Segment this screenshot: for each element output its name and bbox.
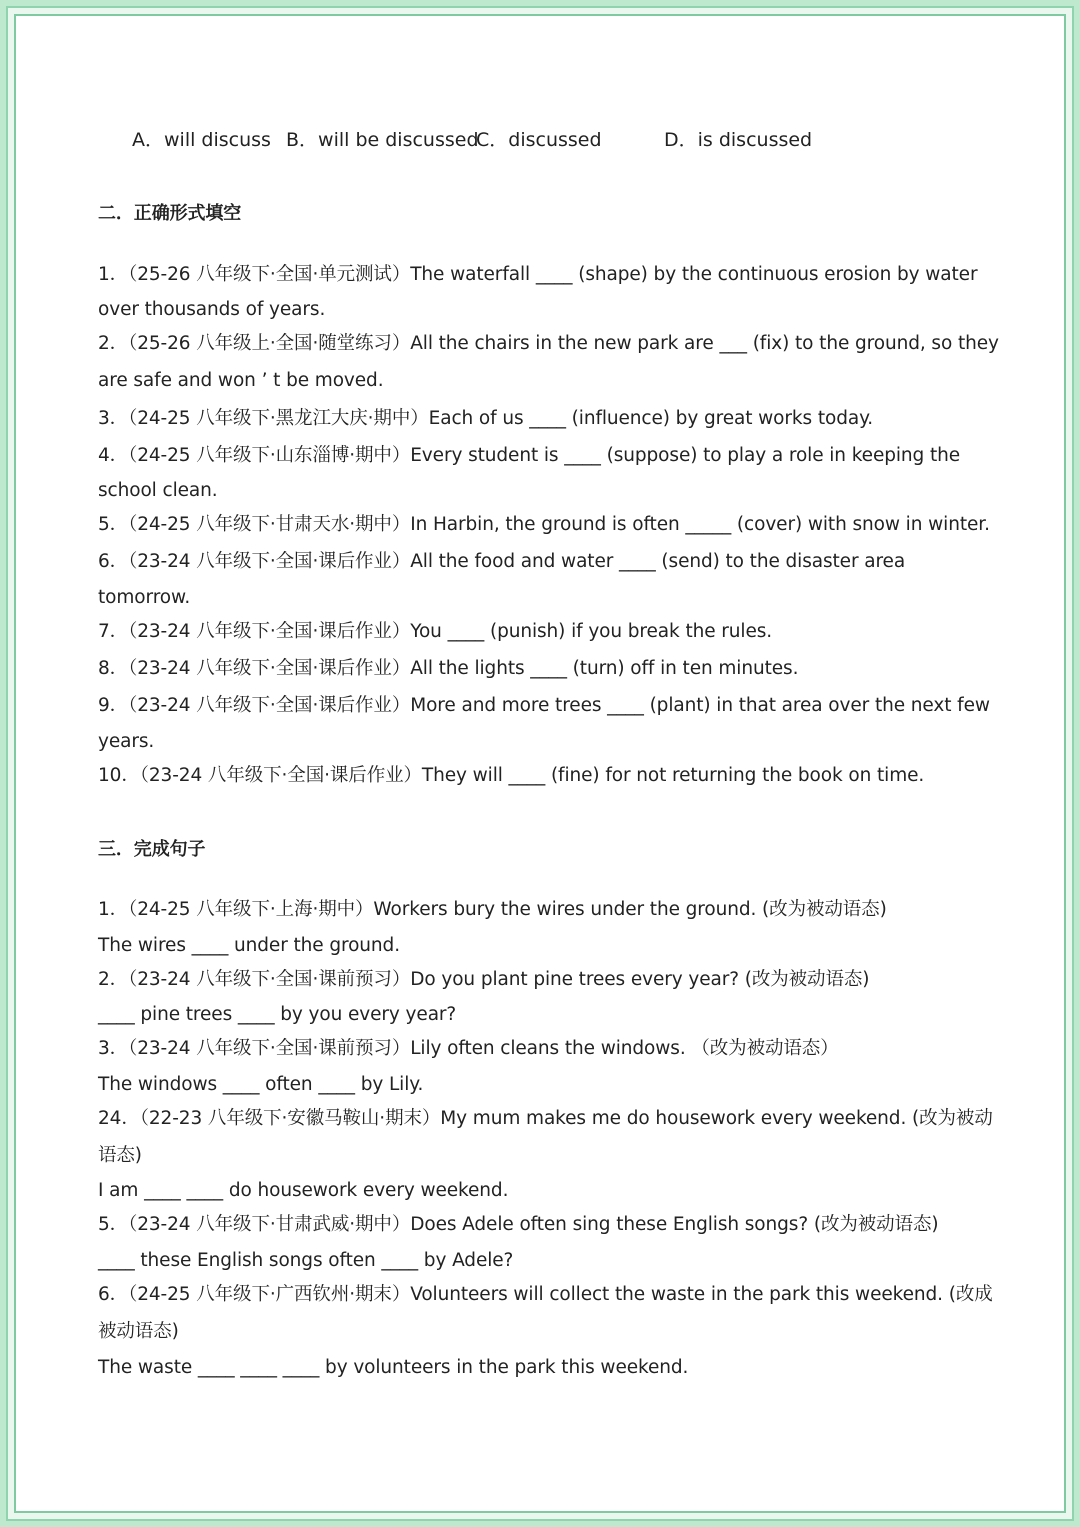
section-heading-complete-sentences: 三．完成句子 xyxy=(98,839,206,860)
exercise-line: 2．（25-26 八年级上·全国·随堂练习）All the chairs in the new park are ___ (fix) to the ground, so they xyxy=(98,333,999,354)
exercise-line: 1．（24-25 八年级下·上海·期中）Workers bury the wires under the ground. (改为被动语态) xyxy=(98,899,887,920)
exercise-line: The wires ____ under the ground. xyxy=(98,935,400,956)
exercise-line: 4．（24-25 八年级下·山东淄博·期中）Every student is ____ (suppose) to play a role in keeping the xyxy=(98,445,961,466)
exercise-line: 1．（25-26 八年级下·全国·单元测试）The waterfall ____ (shape) by the continuous erosion by water xyxy=(98,264,978,285)
exercise-line: 语态) xyxy=(98,1145,142,1166)
option-c: C．discussed xyxy=(476,129,602,151)
exercise-line: tomorrow. xyxy=(98,587,191,608)
exercise-line: 3．（24-25 八年级下·黑龙江大庆·期中）Each of us ____ (influence) by great works today. xyxy=(98,408,874,429)
exercise-line: years. xyxy=(98,731,155,752)
exercise-line: The windows ____ often ____ by Lily. xyxy=(98,1074,424,1095)
exercise-line: school clean. xyxy=(98,480,218,501)
exercise-line: are safe and won ’ t be moved. xyxy=(98,370,384,391)
exercise-line: 24．（22-23 八年级下·安徽马鞍山·期末）My mum makes me do housework every weekend. (改为被动 xyxy=(98,1108,993,1129)
exercise-line: 10．（23-24 八年级下·全国·课后作业）They will ____ (fine) for not returning the book on time. xyxy=(98,765,925,786)
exercise-line: 5．（24-25 八年级下·甘肃天水·期中）In Harbin, the ground is often _____ (cover) with snow in winter. xyxy=(98,514,990,535)
exercise-line: over thousands of years. xyxy=(98,299,326,320)
option-d: D．is discussed xyxy=(664,129,813,151)
exercise-line: I am ____ ____ do housework every weekend. xyxy=(98,1180,509,1201)
exercise-line: ____ these English songs often ____ by Adele? xyxy=(98,1250,514,1271)
option-a: A．will discuss xyxy=(132,129,271,151)
exercise-line: ____ pine trees ____ by you every year? xyxy=(98,1004,457,1025)
exercise-line: 被动语态) xyxy=(98,1321,179,1342)
option-b: B．will be discussed xyxy=(286,129,479,151)
exercise-line: 6．（24-25 八年级下·广西钦州·期末）Volunteers will collect the waste in the park this weekend. (改成 xyxy=(98,1284,993,1305)
exercise-line: 6．（23-24 八年级下·全国·课后作业）All the food and water ____ (send) to the disaster area xyxy=(98,551,906,572)
exercise-line: 7．（23-24 八年级下·全国·课后作业）You ____ (punish) if you break the rules. xyxy=(98,621,773,642)
exercise-line: 3．（23-24 八年级下·全国·课前预习）Lily often cleans the windows. （改为被动语态） xyxy=(98,1038,839,1059)
exercise-line: The waste ____ ____ ____ by volunteers in the park this weekend. xyxy=(98,1357,689,1378)
exercise-line: 8．（23-24 八年级下·全国·课后作业）All the lights ____ (turn) off in ten minutes. xyxy=(98,658,799,679)
section-heading-fill-in: 二．正确形式填空 xyxy=(98,203,242,224)
exercise-line: 9．（23-24 八年级下·全国·课后作业）More and more trees ____ (plant) in that area over the next few xyxy=(98,695,990,716)
exercise-line: 2．（23-24 八年级下·全国·课前预习）Do you plant pine trees every year? (改为被动语态) xyxy=(98,969,870,990)
exercise-line: 5．（23-24 八年级下·甘肃武威·期中）Does Adele often sing these English songs? (改为被动语态) xyxy=(98,1214,939,1235)
